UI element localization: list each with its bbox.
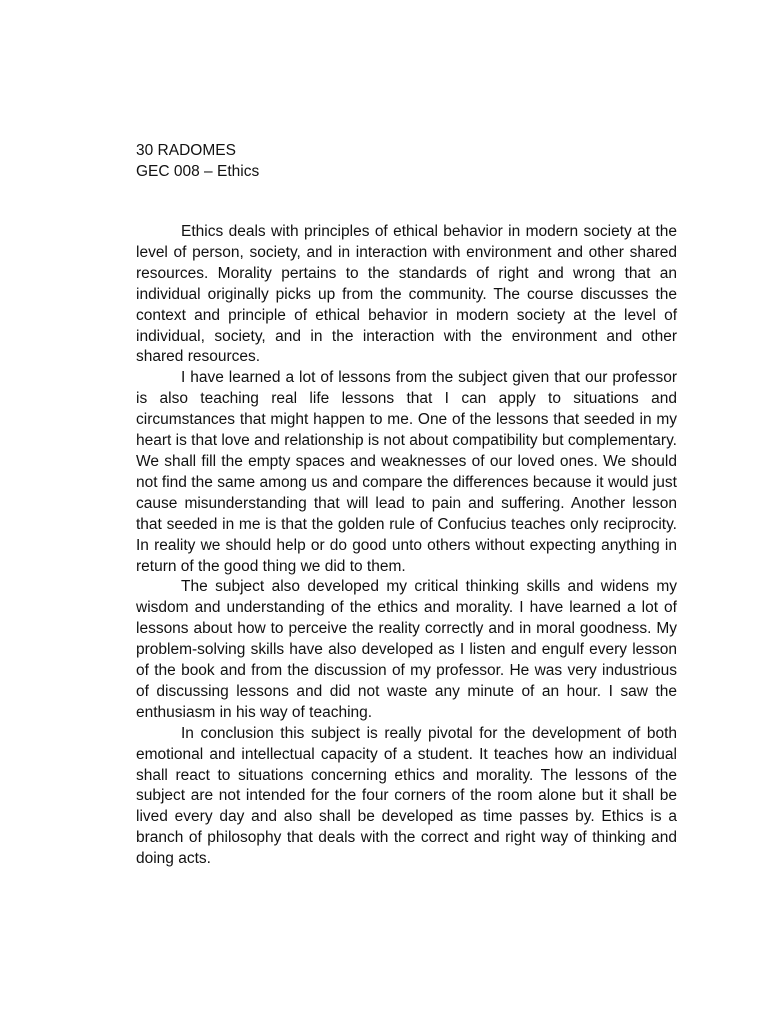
course-line: GEC 008 – Ethics (136, 163, 260, 180)
paragraph: Ethics deals with principles of ethical behavior in modern society at the level of person, society, and in interaction with environment and other shared resources. Morality pertains to the standards of right and wrong that an individual originally picks up from the community. The course discusses the context and principle of ethical behavior in modern society at the level of individual, society, and in the interaction with the environment and other shared resources. (136, 223, 677, 366)
author-line: 30 RADOMES (136, 142, 236, 159)
document-header (136, 140, 259, 182)
essay-body (136, 222, 677, 870)
paragraph: I have learned a lot of lessons from the subject given that our professor is also teaching real life lessons that I can apply to situations and circumstances that might happen to me. One of the lessons that seeded in my heart is that love and relationship is not about compatibility but complementary. We shall fill the empty spaces and weaknesses of our loved ones. We should not find the same among us and compare the differences because it would just cause misunderstanding that will lead to pain and suffering. Another lesson that seeded in me is that the golden rule of Confucius teaches only reciprocity. In reality we should help or do good unto others without expecting anything in return of the good thing we did to them. (136, 369, 677, 575)
paragraph: The subject also developed my critical thinking skills and widens my wisdom and understanding of the ethics and morality. I have learned a lot of lessons about how to perceive the reality correctly and in moral goodness. My problem-solving skills have also developed as I listen and engulf every lesson of the book and from the discussion of my professor. He was very industrious of discussing lessons and did not waste any minute of an hour. I saw the enthusiasm in his way of teaching. (136, 578, 677, 721)
paragraph: In conclusion this subject is really pivotal for the development of both emotional and intellectual capacity of a student. It teaches how an individual shall react to situations concerning ethics and morality. The lessons of the subject are not intended for the four corners of the room alone but it shall be lived every day and also shall be developed as time passes by. Ethics is a branch of philosophy that deals with the correct and right way of thinking and doing acts. (136, 724, 677, 868)
